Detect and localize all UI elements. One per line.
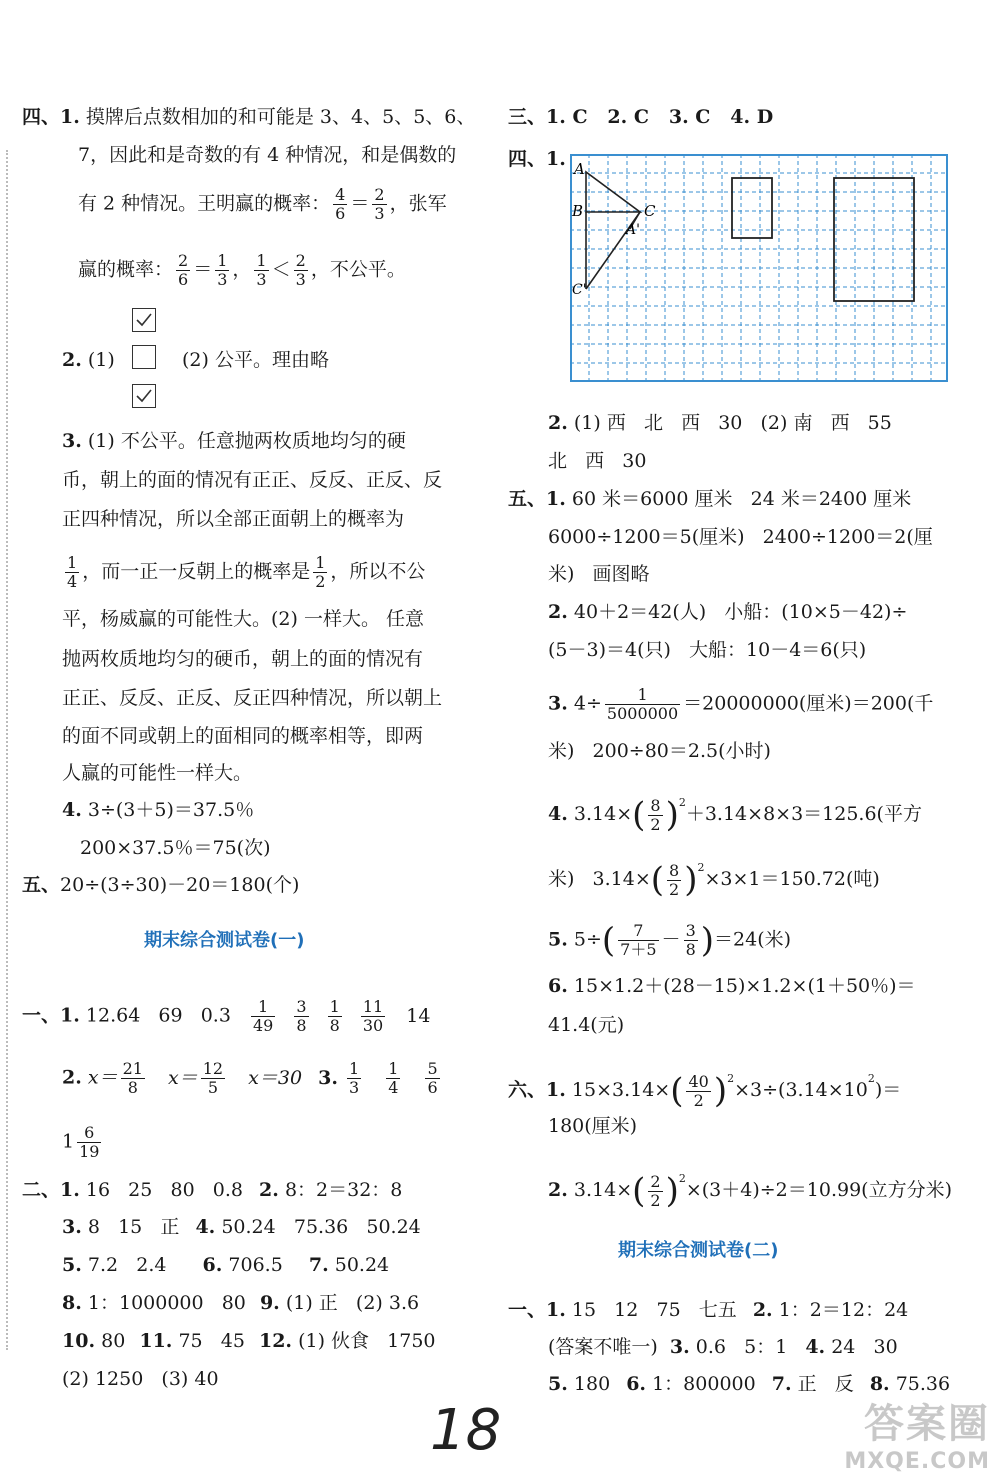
exam1-part2-line-3 — [62, 1252, 389, 1278]
denominator: 2 — [650, 1190, 661, 1210]
paren: ) — [713, 1071, 728, 1111]
fraction — [201, 1060, 225, 1097]
grid-lines — [570, 154, 948, 382]
text: ＝20000000(厘米)＝200(千 — [683, 692, 934, 715]
denominator: 30 — [362, 1016, 384, 1035]
s4-q2-line-2 — [548, 448, 646, 474]
q-number: 8. — [869, 1373, 890, 1395]
exam1-part2-line-4 — [62, 1290, 419, 1316]
exponent: 2 — [678, 796, 686, 809]
numerator: 2 — [374, 185, 385, 204]
numerator: 3 — [296, 997, 307, 1016]
checkbox-checked — [132, 308, 156, 332]
text: 抛两枚质地均匀的硬币，朝上的面的情况有 — [62, 648, 424, 670]
fraction — [648, 797, 662, 834]
denominator: 49 — [252, 1016, 274, 1035]
text: 3.14× — [573, 803, 633, 825]
denominator: 6 — [178, 270, 189, 289]
text: ×3÷(3.14×10 — [734, 1079, 868, 1101]
text: 币，朝上的面的情况有正正、反反、正反、反 — [62, 469, 443, 491]
q-number: 12. — [258, 1330, 293, 1352]
text: 1. C 2. C 3. C 4. D — [546, 106, 774, 128]
q4-line-1 — [62, 797, 254, 823]
q-number: 3. — [669, 1336, 690, 1358]
grid-figure — [570, 154, 948, 382]
section-3-head: 三、 — [508, 106, 547, 128]
exam1-part2-line-2 — [62, 1214, 421, 1240]
text: 12.64 69 0.3 — [85, 1004, 231, 1027]
text: 米) 画图略 — [548, 563, 650, 585]
text: 14 — [406, 1004, 431, 1027]
numerator: 12 — [202, 1059, 224, 1078]
text: (1) 正 (2) 3.6 — [285, 1292, 420, 1314]
text: 41.4(元) — [548, 1014, 625, 1036]
s5-q4-line-1 — [548, 790, 922, 834]
q3-number: 3. — [62, 430, 82, 452]
q3-line-9 — [62, 760, 252, 786]
text: 1：2＝12：24 — [778, 1299, 909, 1321]
text: 50.24 75.36 50.24 — [221, 1216, 421, 1238]
numerator: 8 — [669, 860, 680, 880]
q-number: 4. — [195, 1216, 216, 1238]
s6-line-2 — [548, 1113, 637, 1139]
numerator: 4 — [335, 185, 346, 204]
numerator: 5 — [427, 1059, 438, 1078]
text: 75.36 — [895, 1373, 951, 1395]
q3-line-8 — [62, 723, 423, 749]
denominator: 6 — [427, 1078, 438, 1097]
exam1-q1-line-1 — [22, 998, 430, 1035]
text: 5÷ — [573, 928, 602, 951]
section-4-line-4: 赢的概率： $\frac{2}{6}$ ＝ $\frac{1}{3}$ ， $\frac{1}{3}$ ＜ $\frac{2}{3}$ ，不公平。 — [78, 251, 406, 289]
numerator: 11 — [362, 997, 384, 1016]
label-a: A — [574, 160, 585, 178]
q-number: 5. — [548, 1373, 568, 1395]
text: 0.6 5：1 — [695, 1336, 788, 1358]
text: (1) 伙食 1750 — [298, 1330, 436, 1352]
q-number: 2. — [259, 1179, 279, 1201]
denominator: 3 — [256, 270, 267, 289]
s5-q3-line-1 — [548, 686, 933, 723]
text: ，而一正一反朝上的概率是 — [82, 560, 311, 583]
numerator: 21 — [122, 1059, 143, 1078]
text: (1) 西 北 西 30 (2) 南 西 55 — [573, 412, 892, 434]
watermark-logo: 答案圈 — [864, 1401, 990, 1447]
q-number: 2. — [548, 601, 568, 623]
text: 正四种情况，所以全部正面朝上的概率为 — [62, 508, 405, 530]
text: 正 反 — [797, 1373, 854, 1395]
q-number: 2. — [752, 1299, 773, 1321]
fraction — [254, 252, 268, 289]
denominator: 4 — [388, 1078, 399, 1097]
q-number: 5. — [548, 928, 568, 951]
s5-q6-line-1 — [548, 973, 916, 999]
page-number: 18 — [430, 1398, 502, 1463]
section-4-head: 四、1. — [22, 106, 80, 128]
q3-line-2 — [62, 467, 442, 493]
exam1-q2-line — [62, 1060, 443, 1097]
fraction — [347, 1060, 361, 1097]
text: 8：2＝32：8 — [284, 1179, 403, 1201]
q-number: 4. — [805, 1336, 826, 1358]
q-number: 6. — [202, 1254, 223, 1276]
paren: ) — [700, 920, 715, 961]
q2-number: 2. — [62, 349, 82, 371]
q-number: 3. — [62, 1216, 82, 1238]
fraction — [605, 686, 680, 723]
paren: ( — [632, 795, 646, 835]
check-icon — [135, 312, 153, 328]
fraction — [294, 252, 308, 289]
section-4-head: 四、1. — [508, 148, 566, 170]
s6-line-1 — [508, 1066, 901, 1110]
text: ×(3＋4)÷2＝10.99(立方分米) — [685, 1179, 952, 1201]
numerator: 40 — [688, 1071, 709, 1091]
s5-q5-line — [548, 922, 791, 959]
text: － — [661, 928, 681, 951]
numerator: 2 — [295, 251, 306, 270]
section-5-head: 五、1. — [508, 488, 566, 510]
numerator: 7 — [618, 922, 658, 941]
text: 180 — [573, 1373, 611, 1395]
q-number: 7. — [308, 1254, 329, 1276]
paren: ) — [665, 1171, 679, 1211]
paren: ( — [650, 860, 665, 900]
text: ，张军 — [389, 192, 447, 215]
text: (2) 公平。理由略 — [182, 349, 329, 371]
fraction — [251, 998, 275, 1035]
s5-q2-line-2 — [548, 637, 866, 663]
numerator: 1 — [388, 1059, 399, 1078]
numerator: 1 — [605, 686, 680, 705]
label-b: B — [572, 202, 584, 220]
text: ×3×1＝150.72(吨) — [704, 868, 880, 890]
text: ＋3.14×8×3＝125.6(平方 — [685, 803, 922, 825]
text: 1：800000 — [652, 1373, 756, 1395]
denominator: 3 — [217, 270, 228, 289]
text: 米) 3.14× — [548, 868, 651, 890]
text: 人赢的可能性一样大。 — [62, 762, 253, 784]
denominator: 5 — [207, 1078, 218, 1097]
text: 706.5 — [228, 1254, 283, 1276]
text: 北 西 30 — [548, 450, 647, 472]
text: 4÷ — [573, 692, 602, 715]
fraction — [65, 554, 79, 591]
denominator: 5000000 — [606, 704, 679, 723]
text: ，不公平。 — [310, 258, 406, 281]
q-number: 4. — [548, 803, 568, 825]
label-c-prime: C' — [572, 282, 587, 298]
exam2-line-2 — [548, 1334, 898, 1360]
section-4-line-3: 有 2 种情况。王明赢的概率： $\frac{4}{6}$ ＝ $\frac{2}{3}$ ，张军 — [78, 185, 447, 223]
fraction — [361, 998, 385, 1035]
text: )＝ — [874, 1079, 902, 1101]
fraction — [667, 862, 681, 899]
text: (2) 1250 (3) 40 — [62, 1368, 219, 1390]
binding-dotted-line — [6, 150, 8, 1350]
text: 有 2 种情况。王明赢的概率： — [78, 192, 331, 215]
text: 的面不同或朝上的面相同的概率相等，即两 — [62, 725, 424, 747]
q-number: 3. — [318, 1066, 338, 1089]
exponent: 2 — [867, 1072, 875, 1085]
denominator: 7＋5 — [620, 940, 657, 959]
s5-line-1 — [508, 486, 911, 512]
fraction — [215, 252, 229, 289]
section-4-line-1 — [22, 104, 475, 130]
q-number: 11. — [139, 1330, 173, 1352]
text: (1) 不公平。任意抛两枚质地均匀的硬 — [87, 430, 406, 452]
s5-q3-line-2 — [548, 738, 771, 764]
section-5-line — [22, 872, 299, 898]
denominator: 3 — [295, 270, 306, 289]
s5-line-2 — [548, 524, 933, 550]
text: 75 45 — [178, 1330, 245, 1352]
small-rectangle — [732, 178, 772, 238]
label-a-prime: A' — [626, 222, 640, 238]
q-number: 6. — [548, 975, 568, 997]
text: 40＋2＝42(人) 小船：(10×5－42)÷ — [573, 601, 908, 623]
numerator: 1 — [315, 553, 326, 572]
denominator: 2 — [693, 1090, 704, 1110]
denominator: 2 — [315, 572, 326, 591]
q3-line-6 — [62, 646, 423, 672]
section-6-head: 六、1. — [508, 1079, 566, 1101]
q2-line — [62, 347, 115, 373]
q3-line-1 — [62, 428, 406, 454]
s6-q2-line — [548, 1166, 952, 1210]
fraction — [648, 1173, 662, 1210]
text: x＝30 — [248, 1066, 303, 1089]
numerator: 1 — [329, 997, 340, 1016]
denominator: 8 — [127, 1078, 138, 1097]
q-number: 2. — [548, 412, 568, 434]
numerator: 2 — [650, 1171, 661, 1191]
numerator: 2 — [178, 251, 189, 270]
fraction — [77, 1124, 101, 1161]
exponent: 2 — [697, 861, 705, 874]
check-icon — [135, 388, 153, 404]
q-number: 3. — [548, 692, 568, 715]
text: 180(厘米) — [548, 1115, 638, 1137]
text: 20÷(3÷30)－20＝180(个) — [60, 874, 300, 896]
s5-q6-line-2 — [548, 1012, 624, 1038]
text: 1 — [62, 1130, 75, 1153]
checkbox-empty — [132, 345, 156, 369]
text: 3.14× — [573, 1179, 633, 1201]
text: 7，因此和是奇数的有 4 种情况，和是偶数的 — [78, 144, 457, 166]
text: 15×1.2＋(28－15)×1.2×(1＋50％)＝ — [573, 975, 916, 997]
fraction — [386, 1060, 400, 1097]
section-3-line — [508, 104, 773, 130]
text: 6000÷1200＝5(厘米) 2400÷1200＝2(厘 — [548, 526, 933, 548]
paren: ( — [632, 1171, 646, 1211]
watermark-url: MXQE.COM — [844, 1449, 990, 1474]
numerator: 6 — [77, 1124, 101, 1143]
fraction — [425, 1060, 439, 1097]
text: 80 — [101, 1330, 126, 1352]
q3-line-5 — [62, 606, 424, 632]
text: 正正、反反、正反、反正四种情况，所以朝上 — [62, 687, 443, 709]
s5-q2-line-1 — [548, 599, 907, 625]
text: ＝24(米) — [714, 928, 792, 951]
exam1-mixed-number — [62, 1124, 104, 1161]
text: 24 30 — [831, 1336, 898, 1358]
paren: ( — [601, 920, 616, 961]
numerator: 3 — [685, 921, 696, 940]
numerator: 8 — [650, 795, 661, 815]
q-number: 6. — [626, 1373, 647, 1395]
q-number: 8. — [62, 1292, 82, 1314]
text: x＝ — [87, 1066, 118, 1089]
q-number: 5. — [62, 1254, 82, 1276]
text: 摸牌后点数相加的和可能是 3、4、5、5、6、 — [85, 106, 476, 128]
denominator: 8 — [296, 1016, 307, 1035]
exam2-head: 一、1. — [508, 1299, 566, 1321]
text: 200×37.5％＝75(次) — [80, 837, 271, 859]
watermark — [844, 1392, 990, 1474]
text: ，所以不公 — [330, 560, 426, 583]
exam1-part2-line-6 — [62, 1366, 219, 1392]
part2-head: 二、1. — [22, 1179, 80, 1201]
fraction — [294, 998, 308, 1035]
denominator: 3 — [348, 1078, 360, 1097]
text: 15 12 75 七五 — [571, 1299, 737, 1321]
label-c: C — [644, 202, 656, 220]
text: 15×3.14× — [571, 1079, 671, 1101]
denominator: 2 — [669, 879, 680, 899]
denominator: 2 — [650, 814, 661, 834]
numerator: 1 — [256, 251, 267, 270]
exam-2-title: 期末综合测试卷(二) — [618, 1240, 779, 1261]
s5-line-3 — [548, 561, 650, 587]
fraction — [333, 186, 347, 223]
section-4-head-line — [508, 146, 566, 172]
q3-line-7 — [62, 685, 442, 711]
checkbox-checked — [132, 384, 156, 408]
fraction — [313, 554, 327, 591]
fraction — [328, 998, 342, 1035]
text: (1) — [87, 349, 115, 371]
exponent: 2 — [678, 1172, 686, 1185]
fraction — [176, 252, 190, 289]
denominator: 3 — [374, 204, 385, 223]
exam1-part2-line-5 — [62, 1328, 436, 1354]
s5-q4-line-2 — [548, 855, 880, 899]
text: 1：1000000 80 — [87, 1292, 246, 1314]
paren: ) — [684, 860, 698, 900]
q2-part2 — [182, 347, 329, 373]
fraction — [684, 922, 698, 959]
q-number: 2. — [62, 1066, 82, 1089]
text: (答案不唯一) — [548, 1336, 658, 1358]
paren: ) — [665, 795, 679, 835]
denominator: 19 — [79, 1142, 100, 1161]
q3-line-3 — [62, 506, 404, 532]
q-number: 10. — [62, 1330, 96, 1352]
q4-line-2 — [80, 835, 271, 861]
fraction — [121, 1060, 145, 1097]
q-number: 2. — [548, 1179, 568, 1201]
exponent: 2 — [727, 1072, 735, 1085]
section-4-line-2 — [78, 142, 456, 168]
text: x＝ — [168, 1066, 198, 1089]
section-5-head: 五、 — [22, 874, 61, 896]
text: 赢的概率： — [78, 258, 174, 281]
fraction — [618, 922, 658, 959]
text: 7.2 2.4 — [87, 1254, 167, 1276]
denominator: 8 — [685, 940, 696, 959]
paren: ( — [670, 1071, 684, 1111]
text: 50.24 — [334, 1254, 390, 1276]
denominator: 6 — [335, 204, 346, 223]
exam-1-title: 期末综合测试卷(一) — [144, 930, 305, 951]
s4-q2-line-1 — [548, 410, 892, 436]
text: 60 米＝6000 厘米 24 米＝2400 厘米 — [571, 488, 912, 510]
numerator: 1 — [348, 1059, 360, 1078]
text: 8 15 正 — [87, 1216, 180, 1238]
numerator: 1 — [217, 251, 228, 270]
text: 16 25 80 0.8 — [85, 1179, 243, 1201]
denominator: 4 — [67, 572, 78, 591]
fraction — [372, 186, 386, 223]
text: (5－3)＝4(只) 大船：10－4＝6(只) — [548, 639, 867, 661]
q-number: 7. — [771, 1373, 792, 1395]
denominator: 8 — [329, 1016, 340, 1035]
q-number: 9. — [259, 1292, 280, 1314]
text: 米) 200÷80＝2.5(小时) — [548, 740, 771, 762]
exam2-line-1 — [508, 1297, 908, 1323]
numerator: 1 — [251, 998, 275, 1017]
exam1-part2-line-1 — [22, 1177, 402, 1203]
text: 3÷(3＋5)＝37.5％ — [87, 799, 255, 821]
q4-number: 4. — [62, 799, 82, 821]
text: 平，杨威赢的可能性大。(2) 一样大。 任意 — [62, 608, 424, 630]
fraction — [686, 1073, 710, 1110]
exam1-head: 一、1. — [22, 1004, 80, 1027]
q3-line-4 — [62, 554, 425, 591]
numerator: 1 — [67, 553, 78, 572]
